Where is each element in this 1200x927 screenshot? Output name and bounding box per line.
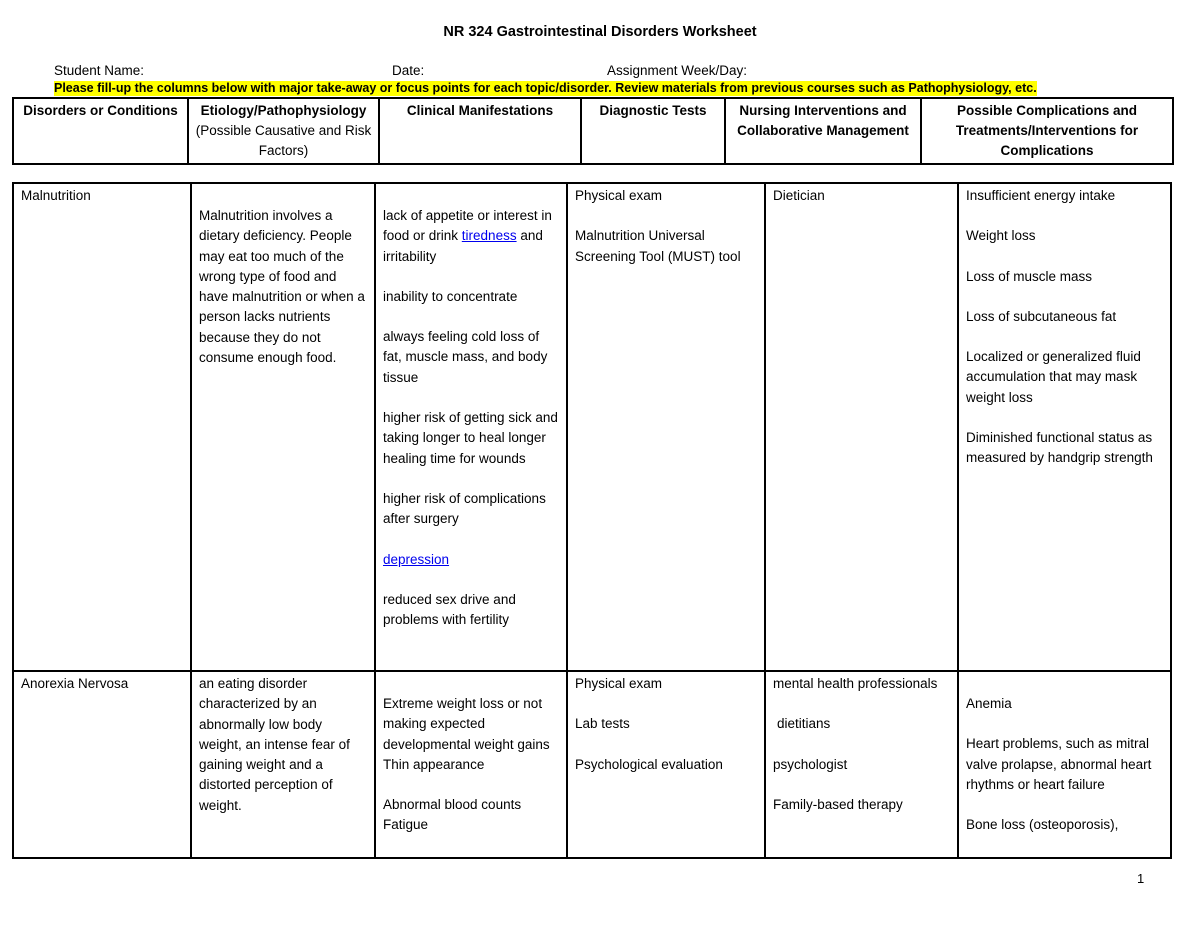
complications-cell: Anemia Heart problems, such as mitral valve prolapse, abnormal heart rhythms or heart failure Bone loss (osteoporosis), xyxy=(958,671,1171,858)
complications-cell: Insufficient energy intake Weight loss Loss of muscle mass Loss of subcutaneous fat Localized or generalized fluid accumulation that may mask weight loss Diminished functional status as measured by handgrip strength xyxy=(958,183,1171,671)
tiredness-link[interactable]: tiredness xyxy=(461,228,517,244)
table-row xyxy=(13,183,1171,671)
diagnostic-cell: Physical exam Lab tests Psychological evaluation xyxy=(567,671,765,858)
etiology-cell: an eating disorder characterized by an abnormally low body weight, an intense fear of gaining weight and a distorted perception of weight. xyxy=(191,671,375,858)
worksheet-table xyxy=(12,182,1172,859)
nursing-cell: mental health professionals dietitians psychologist Family-based therapy xyxy=(765,671,958,858)
header-nursing: Nursing Interventions and Collaborative Management xyxy=(725,98,921,164)
header-etiology-sub: (Possible Causative and Risk Factors) xyxy=(195,123,372,158)
disorder-cell: Anorexia Nervosa xyxy=(13,671,191,858)
header-diagnostic: Diagnostic Tests xyxy=(581,98,725,164)
header-clinical: Clinical Manifestations xyxy=(379,98,581,164)
date-label: Date: xyxy=(392,63,425,78)
depression-link[interactable]: depression xyxy=(383,551,450,567)
etiology-cell: Malnutrition involves a dietary deficiency. People may eat too much of the wrong type of food and have malnutrition or when a person lacks nutrients because they do not consume enough food. xyxy=(191,183,375,671)
nursing-cell: Dietician xyxy=(765,183,958,671)
clinical-cell: Extreme weight loss or not making expected developmental weight gains Thin appearance Abnormal blood counts Fatigue xyxy=(375,671,567,858)
header-table xyxy=(12,97,1174,165)
header-disorders: Disorders or Conditions xyxy=(13,98,188,164)
table-row xyxy=(13,671,1171,858)
student-name-label: Student Name: xyxy=(54,63,145,78)
header-etiology: Etiology/Pathophysiology (Possible Causative and Risk Factors) xyxy=(188,98,379,164)
clinical-cell: lack of appetite or interest in food or drink tiredness and irritability inability to concentrate always feeling cold loss of fat, muscle mass, and body tissue higher risk of getting sick and taking longer to heal longer healing time for wounds higher risk of complications after surgery depression reduced sex drive and problems with fertility xyxy=(375,183,567,671)
document-title: NR 324 Gastrointestinal Disorders Worksheet xyxy=(443,24,757,40)
assignment-label: Assignment Week/Day: xyxy=(607,63,748,78)
header-complications: Possible Complications and Treatments/Interventions for Complications xyxy=(921,98,1173,164)
page-number: 1 xyxy=(1137,871,1145,886)
instructions: Please fill-up the columns below with major take-away or focus points for each topic/disorder. Review materials from previous courses such as Pathophysiology, etc. xyxy=(54,81,1037,95)
diagnostic-cell: Physical exam Malnutrition Universal Screening Tool (MUST) tool xyxy=(567,183,765,671)
disorder-cell: Malnutrition xyxy=(13,183,191,671)
